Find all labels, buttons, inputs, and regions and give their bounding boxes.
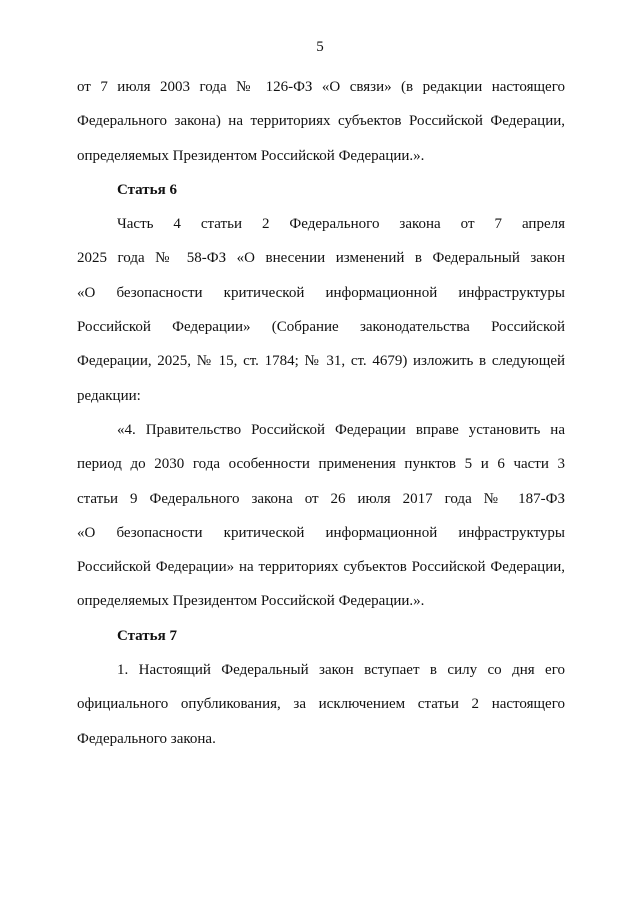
paragraph	[77, 653, 565, 756]
text-line: Часть 4 статьи 2 Федерального закона от 7 апреля	[117, 216, 565, 233]
text-line: «О безопасности критической информационной инфраструктуры	[77, 524, 565, 541]
text-line: «4. Правительство Российской Федерации вправе установить на	[117, 421, 565, 438]
text-line: от 7 июля 2003 года № 126-ФЗ «О связи» (в редакции настоящего	[77, 79, 565, 95]
text-line: Российской Федерации» (Собрание законодательства Российской	[77, 319, 565, 336]
text-line: официального опубликования, за исключением статьи 2 настоящего	[77, 696, 565, 713]
paragraph	[77, 207, 565, 413]
text-line: Федерации, 2025, № 15, ст. 1784; № 31, ст. 4679) изложить в следующей	[77, 353, 565, 370]
text-line: Федерального закона) на территориях субъектов Российской Федерации,	[77, 113, 565, 130]
text-line: 2025 года № 58-ФЗ «О внесении изменений в Федеральный закон	[77, 250, 565, 267]
text-line: определяемых Президентом Российской Федерации.».	[77, 147, 425, 164]
text-line: Федерального закона.	[77, 730, 216, 747]
article-heading: Статья 6	[117, 181, 177, 198]
article-heading: Статья 7	[117, 627, 177, 644]
text-line: 1. Настоящий Федеральный закон вступает в силу со дня его	[117, 662, 565, 679]
document-body	[77, 70, 565, 756]
text-line: определяемых Президентом Российской Федерации.».	[77, 593, 425, 610]
text-line: «О безопасности критической информационной инфраструктуры	[77, 284, 565, 301]
paragraph-continuation	[77, 70, 565, 173]
text-line: период до 2030 года особенности применения пунктов 5 и 6 части 3	[77, 456, 565, 473]
text-line: статьи 9 Федерального закона от 26 июля 2017 года № 187-ФЗ	[77, 490, 565, 507]
text-line: редакции:	[77, 387, 141, 404]
paragraph-quote	[77, 413, 565, 619]
page-number: 5	[316, 39, 324, 55]
text-line: Российской Федерации» на территориях субъектов Российской Федерации,	[77, 559, 565, 576]
